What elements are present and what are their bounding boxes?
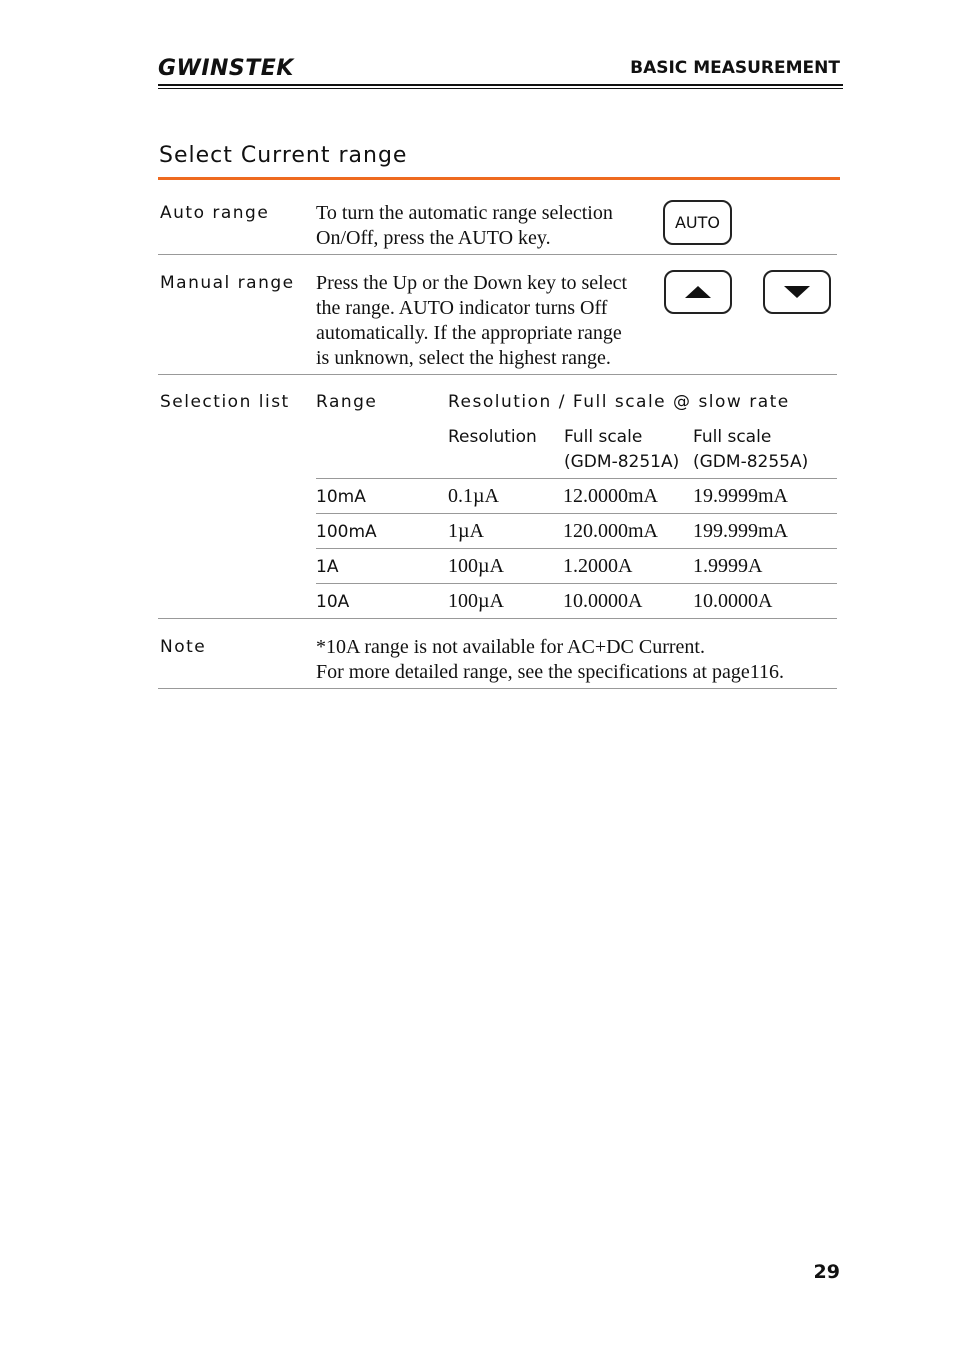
gwinstek-logo: GWINSTEK — [158, 56, 294, 81]
table-divider — [316, 513, 837, 514]
table-cell-fs-8255a: 19.9999mA — [693, 485, 788, 507]
auto-range-text — [316, 201, 613, 251]
manual-range-text-line: the range. AUTO indicator turns Off — [316, 297, 608, 319]
table-cell-fs-8251a: 120.000mA — [563, 520, 658, 542]
range-column-header: Range — [316, 392, 378, 412]
row-divider — [158, 618, 837, 619]
table-cell-fs-8255a: 199.999mA — [693, 520, 788, 542]
page-number: 29 — [813, 1261, 840, 1283]
fullscale-8255a-model: (GDM-8255A) — [693, 452, 809, 472]
up-key-icon — [664, 270, 732, 314]
manual-range-text-line: Press the Up or the Down key to select — [316, 272, 628, 294]
auto-range-label: Auto range — [160, 203, 270, 223]
resolution-subheader: Resolution — [448, 427, 537, 447]
table-cell-fs-8255a: 1.9999A — [693, 555, 763, 577]
fullscale-8251a-subheader — [564, 425, 679, 475]
section-header: BASIC MEASUREMENT — [630, 58, 840, 78]
table-cell-resolution: 100µA — [448, 555, 504, 577]
header-rule-thin — [158, 88, 843, 89]
table-divider — [316, 583, 837, 584]
table-divider — [316, 548, 837, 549]
table-cell-range: 10A — [316, 592, 350, 612]
auto-range-text-line: On/Off, press the AUTO key. — [316, 227, 551, 249]
selection-list-label: Selection list — [160, 392, 290, 412]
table-cell-range: 10mA — [316, 487, 366, 507]
row-divider — [158, 688, 837, 689]
table-divider — [316, 478, 837, 479]
table-cell-resolution: 100µA — [448, 590, 504, 612]
manual-range-text-line: automatically. If the appropriate range — [316, 322, 622, 344]
table-cell-fs-8251a: 1.2000A — [563, 555, 633, 577]
note-text-line: For more detailed range, see the specifications at page116. — [316, 661, 784, 683]
down-key-icon — [763, 270, 831, 314]
note-label: Note — [160, 637, 207, 657]
table-cell-fs-8251a: 10.0000A — [563, 590, 643, 612]
auto-key-icon — [663, 200, 732, 245]
table-cell-resolution: 0.1µA — [448, 485, 499, 507]
fullscale-8251a-line: Full scale — [564, 427, 643, 447]
auto-range-text-line: To turn the automatic range selection — [316, 202, 613, 224]
resolution-fullscale-header: Resolution / Full scale @ slow rate — [448, 392, 790, 412]
fullscale-8255a-subheader — [693, 425, 808, 475]
up-arrow-icon — [685, 286, 711, 298]
manual-range-text-line: is unknown, select the highest range. — [316, 347, 611, 369]
auto-key-label: AUTO — [674, 213, 721, 232]
title-underline — [158, 177, 840, 180]
manual-range-text — [316, 271, 627, 371]
table-cell-fs-8255a: 10.0000A — [693, 590, 773, 612]
note-text-line: *10A range is not available for AC+DC Current. — [316, 636, 705, 658]
row-divider — [158, 254, 837, 255]
table-cell-fs-8251a: 12.0000mA — [563, 485, 658, 507]
header-rule — [158, 84, 843, 86]
page-title: Select Current range — [159, 143, 408, 168]
row-divider — [158, 374, 837, 375]
fullscale-8255a-line: Full scale — [693, 427, 772, 447]
table-cell-resolution: 1µA — [448, 520, 484, 542]
fullscale-8251a-model: (GDM-8251A) — [564, 452, 680, 472]
note-text — [316, 635, 784, 685]
table-cell-range: 1A — [316, 557, 339, 577]
table-cell-range: 100mA — [316, 522, 377, 542]
manual-range-label: Manual range — [160, 273, 295, 293]
down-arrow-icon — [784, 286, 810, 298]
